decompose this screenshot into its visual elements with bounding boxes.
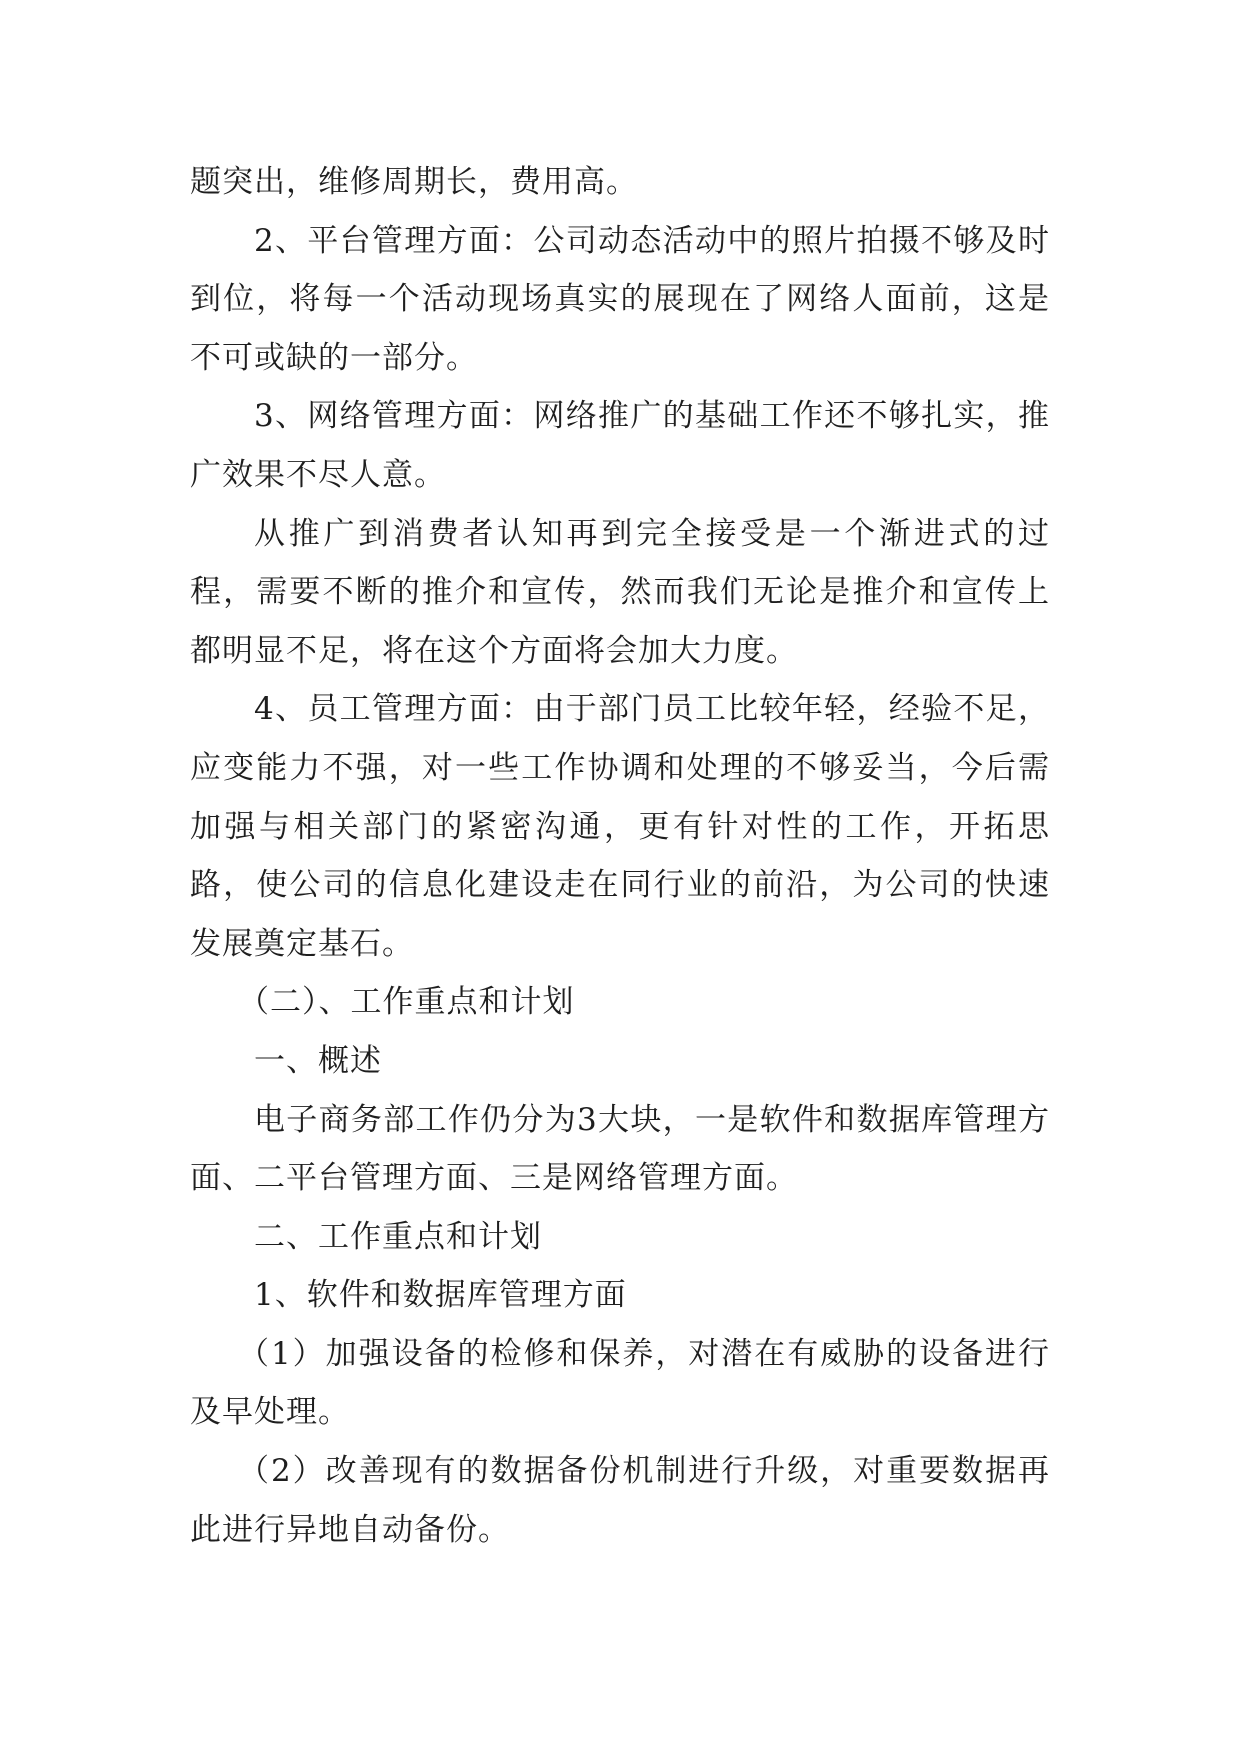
paragraph-department-overview: 电子商务部工作仍分为3大块，一是软件和数据库管理方面、二平台管理方面、三是网络管理方面。	[190, 1101, 1050, 1197]
heading-overview: 一、概述	[254, 1042, 382, 1079]
heading-focus-and-plan: 二、工作重点和计划	[254, 1218, 542, 1255]
paragraph-equipment-maintenance: （1）加强设备的检修和保养，对潜在有威胁的设备进行及早处理。	[190, 1335, 1050, 1431]
paragraph-platform-management: 2、平台管理方面：公司动态活动中的照片拍摄不够及时到位，将每一个活动现场真实的展现在了网络人面前，这是不可或缺的一部分。	[190, 222, 1050, 376]
paragraph-continuation: 题突出，维修周期长，费用高。	[190, 164, 638, 200]
heading-work-focus: （二）、工作重点和计划	[238, 984, 575, 1021]
heading-software-database: 1、软件和数据库管理方面	[254, 1277, 627, 1314]
paragraph-data-backup: （2）改善现有的数据备份机制进行升级，对重要数据再此进行异地自动备份。	[190, 1453, 1050, 1548]
document-body	[190, 153, 1050, 1559]
paragraph-promotion: 从推广到消费者认知再到完全接受是一个渐进式的过程，需要不断的推介和宣传，然而我们无论是推介和宣传上都明显不足，将在这个方面将会加大力度。	[190, 515, 1050, 669]
paragraph-staff-management: 4、员工管理方面：由于部门员工比较年轻，经验不足，应变能力不强，对一些工作协调和处理的不够妥当，今后需加强与相关部门的紧密沟通，更有针对性的工作，开拓思路，使公司的信息化建设走在同行业的前沿，为公司的快速发展奠定基石。	[190, 691, 1050, 962]
paragraph-network-management: 3、网络管理方面：网络推广的基础工作还不够扎实，推广效果不尽人意。	[190, 398, 1050, 493]
